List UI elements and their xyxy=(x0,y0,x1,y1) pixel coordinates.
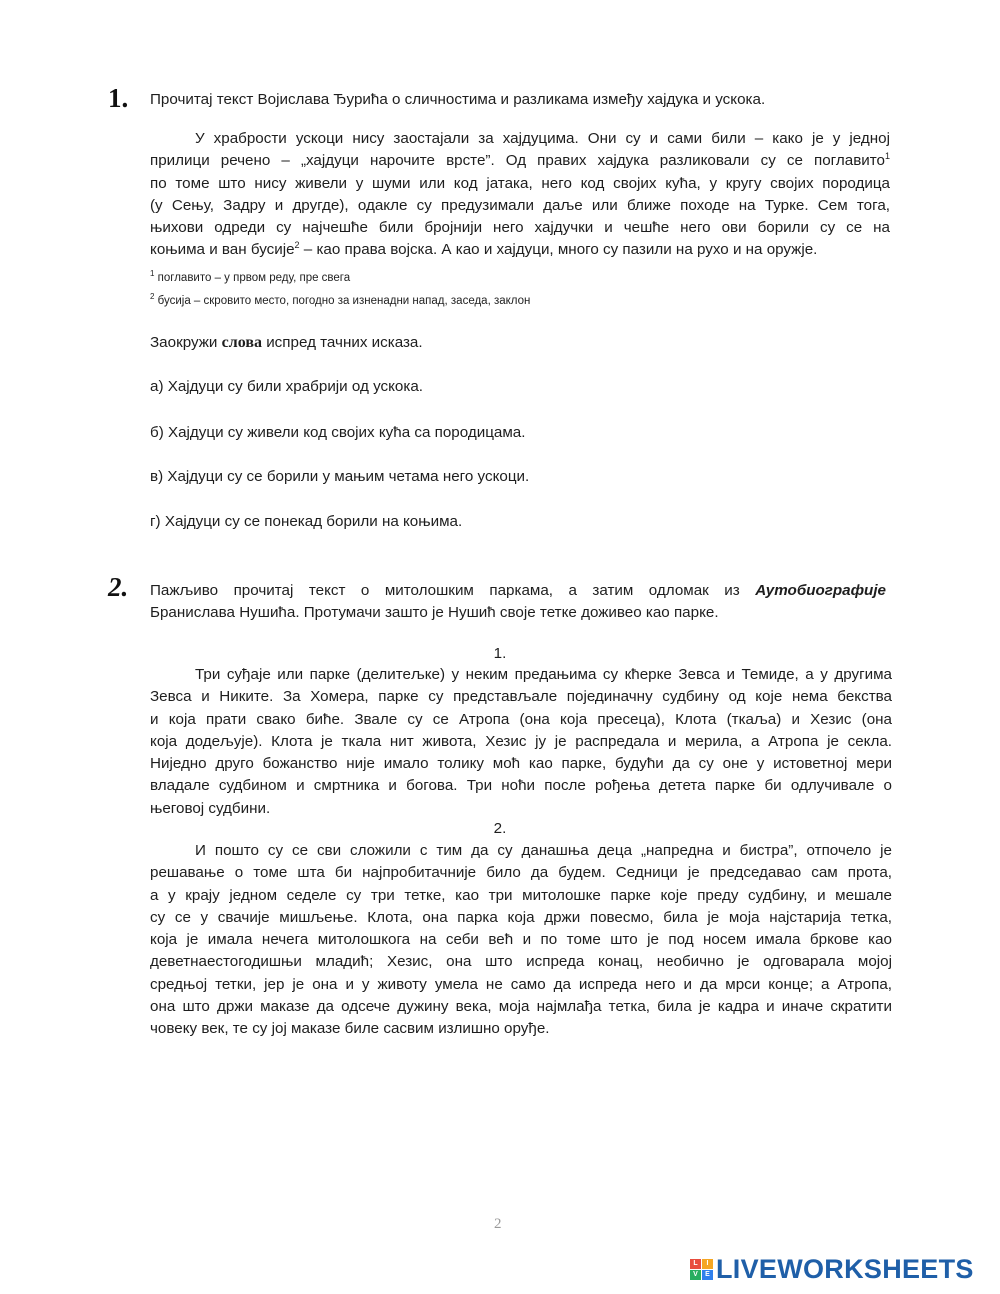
section-2-line: човеку век, те су јој маказе биле сасвим излишно оруђе. xyxy=(150,1020,550,1038)
passage-line: (у Сењу, Задру и другде), одакле су предузимали даље или ближе походе на Турке. Сем тога, xyxy=(150,196,890,214)
option-g[interactable]: г) Хајдуци су се понекад борили на коњима. xyxy=(150,513,463,530)
task-bold-word: слова xyxy=(221,334,262,351)
footnote-ref-2: 2 xyxy=(294,240,300,251)
question-2-instruction xyxy=(150,580,886,625)
question-1-task: Заокружи слова испред тачних исказа. xyxy=(150,334,423,351)
section-2-line: средњој тетки, јер је она и у животу умела не само да испреда него и да мрси конце; а Атропа, xyxy=(150,975,892,993)
footnote-1: $^1$ поглавито – у првом реду, пре свега xyxy=(150,269,351,284)
logo-letter: V xyxy=(690,1270,701,1280)
option-v[interactable]: в) Хајдуци су се борили у мањим четама него ускоци. xyxy=(150,468,530,485)
page-number: 2 xyxy=(494,1216,502,1232)
question-2-number: 2. xyxy=(108,572,129,602)
section-2-line: И пошто су се сви сложили с тим да су данашња деца „напредна и бистра”, отпочело је xyxy=(195,842,892,859)
section-2-line: она што држи маказе да одсече дужину века, моја најмлађа тетка, била је кадра и иначе скратити xyxy=(150,998,892,1016)
option-b[interactable]: б) Хајдуци су живели код својих кућа са породицама. xyxy=(150,424,526,441)
passage-line: прилици речено – „хајдуци нарочите врсте”. Од правих хајдука разликовали су се поглавито$^1$ xyxy=(150,151,890,170)
section-1-line: Зевса и Никите. За Хомера, парке су представљале појединачну судбину од које нема бекства xyxy=(150,688,892,706)
question-1-instruction: Прочитај текст Војислава Ђурића о сличностима и разликама између хајдука и ускока. xyxy=(150,91,766,108)
section-2-label: 2. xyxy=(493,820,507,837)
section-1-line: његовој судбини. xyxy=(150,799,271,817)
section-2-line: деветнаестогодишњи младић; Хезис, она што испреда конац, необично је одговарала мојој xyxy=(150,953,892,971)
question-1-passage xyxy=(150,128,890,262)
question-1-number: 1. xyxy=(108,83,129,113)
logo-letter: I xyxy=(702,1259,713,1269)
option-a[interactable]: а) Хајдуци су били храбрији од ускока. xyxy=(150,378,423,395)
logo-grid-icon xyxy=(690,1259,713,1280)
instruction-line: Пажљиво прочитај текст о митолошким паркама, а затим одломак из Аутобиографије xyxy=(150,582,886,599)
passage-line: У храбрости ускоци нису заостајали за хајдуцима. Они су и сами били – како је у једној xyxy=(195,130,890,147)
footnote-ref-1: 1 xyxy=(884,151,890,162)
liveworksheets-logo[interactable] xyxy=(690,1254,974,1285)
passage-line: њихови одреди су најчешће били бројнији него хајдучки и чешће него ови борили су се на xyxy=(150,219,890,237)
section-1-line: која додељује). Клота је ткала нит живота, Хезис ју је распредала и мерила, а Атропа је секла. xyxy=(150,732,892,750)
section-2-line: а у крају једном седеле су три тетке, као три митолошке парке које преду судбину, и мешале xyxy=(150,886,892,904)
section-1-line: Ниједно друго божанство није имало толику моћ као парке, будући да су оне у истоветној мери xyxy=(150,755,892,773)
instruction-line: Бранислава Нушића. Протумачи зашто је Нушић своје тетке доживео као парке. xyxy=(150,604,719,622)
section-2-line: која је имала нечега митолошкога на себи већ и по томе што је под носем имала бркове као xyxy=(150,931,892,949)
section-2-line: су се у свачије мишљење. Клота, она парка која држи повесмо, била је моја најстарија тетка, xyxy=(150,908,892,926)
passage-line: коњима и ван бусије$^2$ – као права војска. А као и хајдуци, много су пазили на рухо и на оружје. xyxy=(150,240,818,259)
section-2-line: решавање о томе шта би најпробитачније било да будем. Седници је председавао сам прота, xyxy=(150,864,892,882)
logo-letter: E xyxy=(702,1270,713,1280)
section-1-line: Три суђаје или парке (делитељке) у неким предањима су кћерке Зевса и Темиде, а у другима xyxy=(195,666,892,683)
passage-line: по томе што нису живели у шуми или код јатака, него код својих кућа, у кругу својих породица xyxy=(150,174,890,192)
logo-letter: L xyxy=(690,1259,701,1269)
section-1-label: 1. xyxy=(493,645,507,662)
section-1-line: и која прати свако биће. Звале су се Атропа (она која пресеца), Клота (ткаља) и Хезис (она xyxy=(150,710,892,728)
section-1-text xyxy=(150,664,892,820)
logo-text: LIVEWORKSHEETS xyxy=(716,1254,974,1284)
section-2-text xyxy=(150,840,892,1041)
footnote-2: $^2$ бусија – скровито место, погодно за изненадни напад, заседа, заклон xyxy=(150,292,531,307)
section-1-line: владале судбином и смртника и богова. Три ноћи после рођења детета парке би одлучивале о xyxy=(150,777,892,795)
